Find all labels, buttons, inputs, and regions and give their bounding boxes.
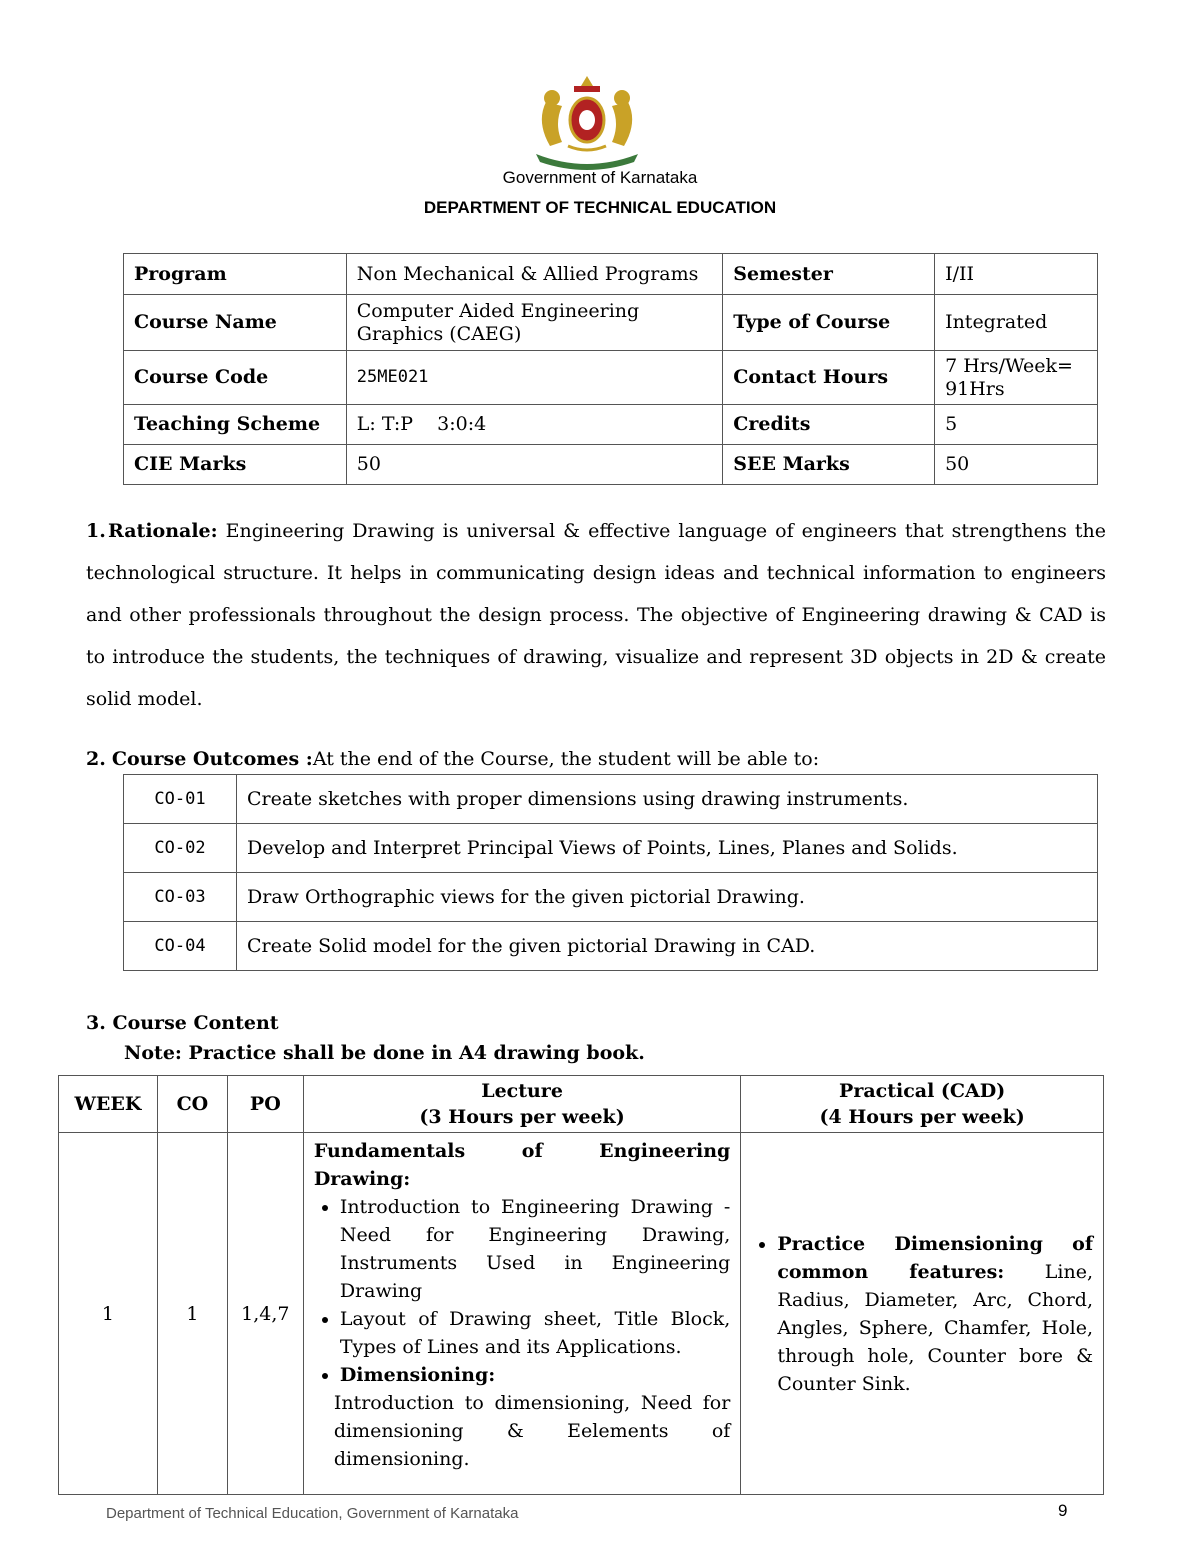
info-label: CIE Marks [124,445,347,485]
info-label: Type of Course [723,295,935,351]
info-value: 7 Hrs/Week= 91Hrs [935,351,1098,405]
co-label: Course Outcomes : [111,748,313,770]
co-intro: At the end of the Course, the student will be able to: [312,748,820,770]
list-item: • Layout of Drawing sheet, Title Block, Types of Lines and its Applications. [340,1305,731,1361]
info-label: Credits [723,405,935,445]
course-content-heading: 3. Course Content [86,1012,279,1034]
rationale-number: 1. [86,520,106,542]
footer-text: Department of Technical Education, Government of Karnataka [106,1505,519,1522]
list-item: • Introduction to Engineering Drawing - Need for Engineering Drawing, Instruments Used in Engineering Drawing [340,1193,731,1305]
table-row [124,922,1098,971]
header-lecture [303,1076,741,1133]
info-value: Non Mechanical & Allied Programs [346,254,723,295]
co-cell: 1 [157,1133,227,1495]
table-row [124,873,1098,922]
karnataka-emblem [528,72,646,170]
lecture-title: Fundamentals of Engineering Drawing: [313,1140,731,1190]
government-title: Government of Karnataka [502,168,698,187]
info-value: 50 [346,445,723,485]
practical-cell [741,1133,1104,1495]
info-label: Course Code [124,351,347,405]
header-lecture-hours: (3 Hours per week) [419,1106,625,1128]
co-code: CO-01 [124,775,237,824]
table-row [124,775,1098,824]
list-item [340,1361,731,1389]
lecture-dimensioning-text: Introduction to dimensioning, Need for dimensioning & Eelements of dimensioning. [333,1392,731,1470]
info-value: 25ME021 [346,351,723,405]
practical-title: Practice Dimensioning of common features: [777,1232,1093,1283]
table-row [59,1133,1104,1495]
practical-text: Line, Radius, Diameter, Arc, Chord, Angles, Sphere, Chamfer, Hole, through hole, Counter bore & Counter Sink. [777,1260,1093,1395]
co-number: 2. [86,748,106,770]
co-text: Develop and Interpret Principal Views of Points, Lines, Planes and Solids. [237,824,1098,873]
practical-list [751,1230,1093,1398]
info-label: SEE Marks [723,445,935,485]
info-label: Teaching Scheme [124,405,347,445]
header-practical [741,1076,1104,1133]
rationale-label: Rationale: [108,520,218,542]
co-code: CO-03 [124,873,237,922]
page-number: 9 [1058,1501,1068,1520]
info-value: Computer Aided Engineering Graphics (CAEG) [346,295,723,351]
info-value: 50 [935,445,1098,485]
info-label: Course Name [124,295,347,351]
table-row [124,295,1098,351]
table-row [124,445,1098,485]
table-row [124,824,1098,873]
lecture-dimensioning-title: Dimensioning: [339,1364,496,1386]
header-co: CO [157,1076,227,1133]
co-text: Draw Orthographic views for the given pictorial Drawing. [237,873,1098,922]
rationale-section [86,510,1106,720]
info-label: Semester [723,254,935,295]
table-header-row [59,1076,1104,1133]
info-value: 5 [935,405,1098,445]
header-practical-title: Practical (CAD) [839,1080,1006,1102]
header-week: WEEK [59,1076,158,1133]
header-po: PO [227,1076,303,1133]
co-text: Create Solid model for the given pictorial Drawing in CAD. [237,922,1098,971]
header-lecture-title: Lecture [481,1080,563,1102]
header-practical-hours: (4 Hours per week) [819,1106,1025,1128]
course-content-table [58,1075,1104,1495]
info-label: Contact Hours [723,351,935,405]
table-row [124,254,1098,295]
po-cell: 1,4,7 [227,1133,303,1495]
info-value: I/II [935,254,1098,295]
course-content-note: Note: Practice shall be done in A4 drawing book. [124,1042,645,1064]
course-outcomes-table [123,774,1098,971]
course-info-table [123,253,1098,485]
list-item [777,1230,1093,1398]
info-value: Integrated [935,295,1098,351]
week-cell: 1 [59,1133,158,1495]
info-label: Program [124,254,347,295]
table-row [124,351,1098,405]
lecture-cell [303,1133,741,1495]
department-title: DEPARTMENT OF TECHNICAL EDUCATION [423,198,777,217]
info-value: L: T:P 3:0:4 [346,405,723,445]
co-text: Create sketches with proper dimensions using drawing instruments. [237,775,1098,824]
lecture-list [314,1193,731,1389]
co-code: CO-04 [124,922,237,971]
rationale-text: Engineering Drawing is universal & effective language of engineers that strengthens the technological structure. It helps in communicating design ideas and technical information to engineers and other professionals throughout the design process. The objective of Engineering drawing & CAD is to introduce the students, the techniques of drawing, visualize and represent 3D objects in 2D & create solid model. [86,520,1106,710]
table-row [124,405,1098,445]
co-code: CO-02 [124,824,237,873]
